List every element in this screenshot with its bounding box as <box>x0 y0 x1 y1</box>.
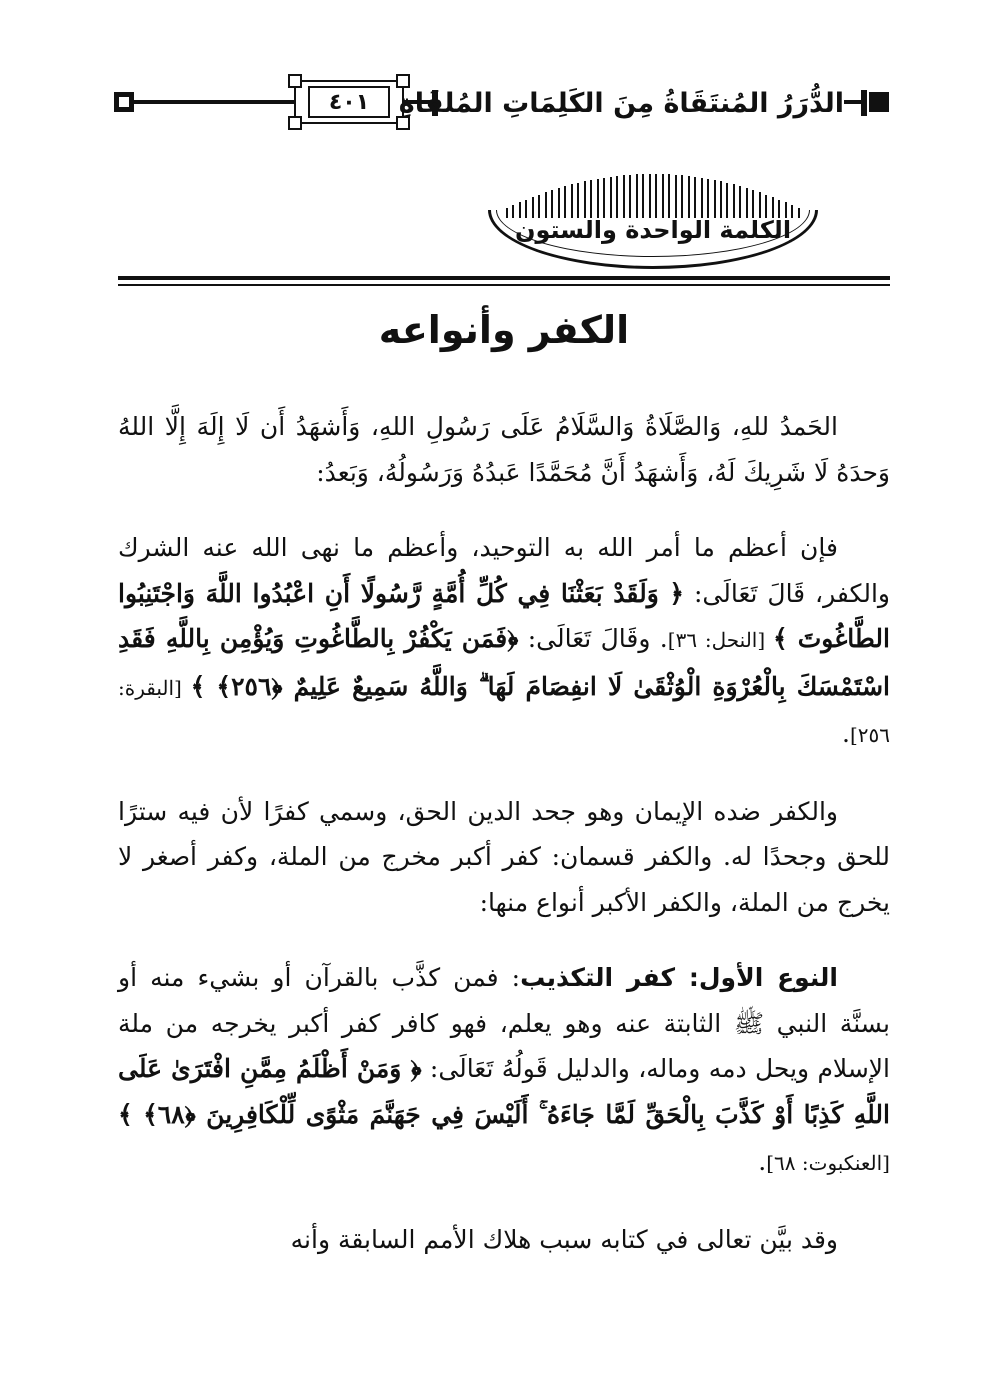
paragraph-tawhid <box>118 525 890 759</box>
article-body <box>118 404 890 1292</box>
quran-verse: ﴿ وَلَقَدْ بَعَثْنَا فِي كُلِّ أُمَّةٍ رَّسُولًا أَنِ اعْبُدُوا اللَّهَ وَاجْتَنِبُوا الطَّاغُوتَ ﴾ <box>118 578 890 653</box>
article-title: الكفر وأنواعه <box>378 308 630 352</box>
paragraph-text: . <box>842 719 850 748</box>
paragraph-text: . <box>758 1147 767 1176</box>
header-rule-right <box>844 100 861 104</box>
chapter-heading-box <box>488 170 818 282</box>
header-ornament-filled-square-icon <box>869 92 889 112</box>
paragraph-definition <box>118 789 890 926</box>
verse-reference: [النحل: ٣٦] <box>667 628 773 652</box>
quran-verse: ﴿فَمَن يَكْفُرْ بِالطَّاغُوتِ وَيُؤْمِن بِاللَّهِ فَقَدِ اسْتَمْسَكَ بِالْعُرْوَةِ الْوُثْقَىٰ لَا انفِصَامَ لَهَا ۗ وَاللَّهُ سَمِيعٌ عَلِيمٌ ﴿٢٥٦﴾ ﴾ <box>118 624 891 701</box>
page-number: ٤٠١ <box>308 86 390 118</box>
quran-verse: ﴿ وَمَنْ أَظْلَمُ مِمَّنِ افْتَرَىٰ عَلَى اللَّهِ كَذِبًا أَوْ كَذَّبَ بِالْحَقِّ لَمَّا جَاءَهُ ۚ أَلَيْسَ فِي جَهَنَّمَ مَثْوًى لِّلْكَافِرِينَ ﴿٦٨﴾ ﴾ <box>118 1054 890 1129</box>
type-heading: النوع الأول: كفر التكذيب <box>520 963 839 992</box>
verse-reference: [البقرة: ٢٥٦] <box>118 675 890 747</box>
page-header <box>114 80 889 132</box>
paragraph-first-type <box>118 955 890 1187</box>
frame-corner-knot-icon <box>288 74 302 88</box>
book-title: الدُّرَرُ المُنتَقَاةُ مِنَ الكَلِمَاتِ المُلقَاةِ <box>398 88 844 119</box>
section-rule-thin <box>118 284 890 286</box>
opening-text: الحَمدُ للهِ، وَالصَّلَاةُ وَالسَّلَامُ عَلَى رَسُولِ اللهِ، وَأَشهَدُ أَن لَا إِلَهَ إِلَّا اللهُ وَحدَهُ لَا شَرِيكَ لَهُ، وَأَشهَدُ أَنَّ مُحَمَّدًا عَبدُهُ وَرَسُولُهُ، وَبَعدُ: <box>118 412 890 487</box>
section-rule-thick <box>118 276 890 280</box>
paragraph-continuation <box>118 1217 890 1263</box>
header-divider-bar <box>861 90 867 116</box>
frame-corner-knot-icon <box>288 116 302 130</box>
verse-reference: [العنكبوت: ٦٨] <box>766 1151 890 1175</box>
paragraph-opening <box>118 404 890 495</box>
paragraph-text: . وقَالَ تَعَالَى: <box>518 624 668 653</box>
paragraph-text: : فمن كذَّب بالقرآن أو بشيء منه أو بسنَّة النبي ﷺ الثابتة عنه وهو يعلم، فهو كافر كفر أكبر يخرجه من ملة الإسلام ويحل دمه وماله، والدليل قَولُهُ تَعَالَى: <box>118 963 890 1083</box>
header-ornament-square-icon <box>114 92 134 112</box>
chapter-title: الكلمة الواحدة والستون <box>514 216 792 244</box>
paragraph-text: والكفر ضده الإيمان وهو جحد الدين الحق، وسمي كفرًا لأن فيه سترًا للحق وجحدًا له. والكفر قسمان: كفر أكبر مخرج من الملة، وكفر أصغر لا يخرج من الملة، والكفر الأكبر أنواع منها: <box>118 796 890 917</box>
header-rule-left <box>134 100 294 104</box>
paragraph-text: وقد بيَّن تعالى في كتابه سبب هلاك الأمم السابقة وأنه <box>290 1224 838 1254</box>
page-number-frame <box>294 80 404 124</box>
paragraph-text: فإن أعظم ما أمر الله به التوحيد، وأعظم ما نهى الله عنه الشرك والكفر، قَالَ تَعَالَى: <box>118 533 890 608</box>
